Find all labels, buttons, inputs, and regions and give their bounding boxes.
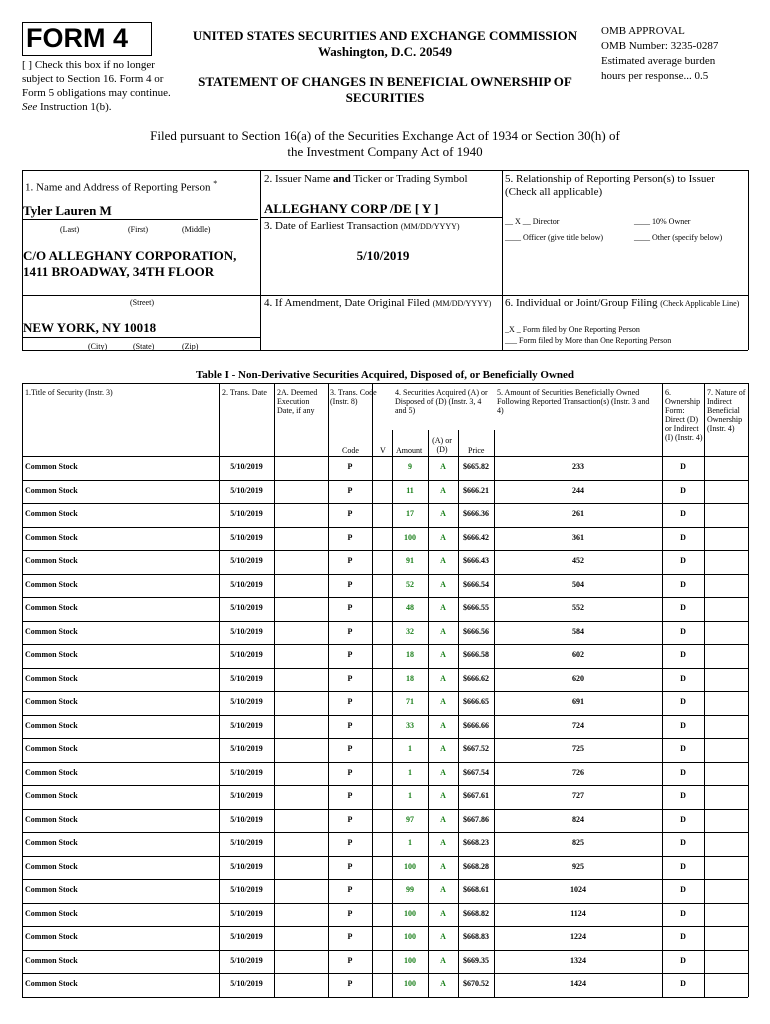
table-row-line — [22, 644, 748, 645]
table-cell-code: P — [347, 650, 353, 659]
table-cell-code: P — [347, 885, 353, 894]
table-cell-date: 5/10/2019 — [230, 697, 263, 706]
table-cell-code: P — [347, 955, 353, 965]
table-cell-date: 5/10/2019 — [230, 650, 263, 659]
box6-label — [505, 297, 747, 310]
box2-label-post: Ticker or Trading Symbol — [350, 173, 468, 185]
box5-label: 5. Relationship of Reporting Person(s) to Issuer (Check all applicable) — [505, 173, 715, 198]
table-cell-title: Common Stock — [25, 814, 78, 824]
table-cell-form: D — [680, 955, 686, 965]
table-cell-amount: 100 — [404, 932, 416, 941]
table-cell-owned: 725 — [572, 744, 584, 753]
box4-label — [264, 297, 502, 310]
issuer-name: ALLEGHANY CORP /DE [ Y ] — [264, 201, 439, 216]
first-label: (First) — [128, 225, 148, 234]
table-row-line — [22, 856, 748, 857]
check-box-text: [ ] Check this box if no longer subject to Section 16. Form 4 or Form 5 obligations may continue. — [22, 59, 171, 99]
grid-line-col2 — [260, 170, 261, 350]
box2-label-pre: 2. Issuer Name — [264, 173, 334, 185]
table-cell-date: 5/10/2019 — [230, 838, 263, 847]
state-label: (State) — [133, 342, 155, 351]
sub-ad-header: (A) or (D) — [432, 436, 452, 454]
table-cell-date: 5/10/2019 — [230, 767, 263, 777]
table-cell-owned: 452 — [572, 556, 584, 565]
table-cell-form: D — [680, 626, 686, 636]
table-cell-title: Common Stock — [25, 861, 78, 871]
sub-price-header: Price — [468, 446, 485, 455]
table-cell-owned: 233 — [572, 462, 584, 471]
city-underline — [22, 337, 260, 338]
table-row-line — [22, 550, 748, 551]
table-cell-title: Common Stock — [25, 697, 78, 706]
table-cell-amount: 97 — [406, 814, 414, 824]
last-label: (Last) — [60, 225, 80, 234]
box2-label-and: and — [333, 173, 351, 185]
table-cell-ad: A — [440, 838, 446, 847]
table-cell-code: P — [347, 720, 353, 730]
table-cell-ad: A — [440, 861, 446, 871]
table-cell-code: P — [347, 603, 353, 612]
filed-by-more-option[interactable]: ___ Form filed by More than One Reporting Person — [505, 336, 672, 345]
box1-label — [25, 177, 255, 195]
table-cell-ad: A — [440, 955, 446, 965]
table-cell-title: Common Stock — [25, 673, 78, 683]
table-cell-code: P — [347, 485, 353, 495]
table-cell-date: 5/10/2019 — [230, 579, 263, 589]
agency-address: Washington, D.C. 20549 — [318, 44, 452, 59]
table-cell-owned: 602 — [572, 650, 584, 659]
table-cell-price: $668.83 — [463, 932, 489, 941]
table-cell-form: D — [680, 579, 686, 589]
table-cell-price: $666.36 — [463, 509, 489, 518]
table-cell-ad: A — [440, 579, 446, 589]
table-cell-owned: 1324 — [570, 955, 586, 965]
col-title-header: 1.Title of Security (Instr. 3) — [25, 388, 113, 397]
table-cell-form: D — [680, 861, 686, 871]
table-cell-amount: 9 — [408, 462, 412, 471]
table-cell-title: Common Stock — [25, 509, 78, 518]
table-row-line — [22, 973, 748, 974]
table-cell-form: D — [680, 885, 686, 894]
table-cell-date: 5/10/2019 — [230, 791, 263, 800]
table1-column-line — [662, 383, 663, 997]
sub-amount-header: Amount — [396, 446, 423, 455]
table-cell-owned: 620 — [572, 673, 584, 683]
table-cell-date: 5/10/2019 — [230, 509, 263, 518]
table-cell-ad: A — [440, 979, 446, 988]
table-cell-form: D — [680, 908, 686, 918]
table-cell-amount: 1 — [408, 767, 412, 777]
table-cell-title: Common Stock — [25, 744, 78, 753]
table-cell-amount: 11 — [406, 485, 414, 495]
table-row-line — [22, 832, 748, 833]
street-label: (Street) — [130, 298, 154, 307]
box6-label-small: (Check Applicable Line) — [660, 299, 740, 308]
table-cell-ad: A — [440, 532, 446, 542]
reporting-person-city: NEW YORK, NY 10018 — [23, 320, 157, 335]
table-cell-date: 5/10/2019 — [230, 955, 263, 965]
table-cell-date: 5/10/2019 — [230, 908, 263, 918]
table-cell-owned: 244 — [572, 485, 584, 495]
table-cell-price: $668.82 — [463, 908, 489, 918]
table-cell-amount: 100 — [404, 908, 416, 918]
table-cell-title: Common Stock — [25, 791, 78, 800]
table-cell-date: 5/10/2019 — [230, 673, 263, 683]
table-cell-owned: 1424 — [570, 979, 586, 988]
table-cell-form: D — [680, 979, 686, 988]
grid-line-box3-bottom — [260, 295, 748, 296]
table-cell-price: $666.56 — [463, 626, 489, 636]
table-cell-code: P — [347, 861, 353, 871]
table-cell-title: Common Stock — [25, 650, 78, 659]
table-cell-date: 5/10/2019 — [230, 861, 263, 871]
box3-label-text: 3. Date of Earliest Transaction — [264, 220, 399, 232]
table-cell-code: P — [347, 908, 353, 918]
table-cell-title: Common Stock — [25, 908, 78, 918]
table-cell-amount: 1 — [408, 744, 412, 753]
grid-line-top — [22, 170, 748, 171]
table-cell-price: $666.54 — [463, 579, 489, 589]
table-cell-form: D — [680, 838, 686, 847]
table-cell-title: Common Stock — [25, 767, 78, 777]
table-cell-form: D — [680, 509, 686, 518]
table-cell-ad: A — [440, 462, 446, 471]
table-cell-date: 5/10/2019 — [230, 603, 263, 612]
table-row-line — [22, 738, 748, 739]
agency-header — [170, 28, 600, 60]
table-row-line — [22, 926, 748, 927]
table-row-line — [22, 903, 748, 904]
table-row-line — [22, 668, 748, 669]
table-cell-ad: A — [440, 650, 446, 659]
table-cell-code: P — [347, 767, 353, 777]
table1-column-line — [704, 383, 705, 997]
reporting-person-name: Tyler Lauren M — [23, 203, 112, 218]
table1-header-bottom — [22, 456, 748, 457]
form-title: FORM 4 — [26, 23, 129, 53]
table-cell-code: P — [347, 579, 353, 589]
statement-title: STATEMENT OF CHANGES IN BENEFICIAL OWNERSHIP OF SECURITIES — [198, 74, 572, 105]
table-cell-amount: 100 — [404, 979, 416, 988]
col-securities-header: 4. Securities Acquired (A) or Disposed of (D) (Instr. 3, 4 and 5) — [395, 388, 488, 415]
table-cell-form: D — [680, 462, 686, 471]
table-cell-owned: 925 — [572, 861, 584, 871]
table-cell-date: 5/10/2019 — [230, 626, 263, 636]
table-cell-owned: 1124 — [570, 908, 586, 918]
table-row-line — [22, 809, 748, 810]
col-deemed-header: 2A. Deemed Execution Date, if any — [277, 388, 318, 415]
table1-top-line — [22, 383, 748, 384]
table-cell-price: $666.21 — [463, 485, 489, 495]
table-cell-price: $668.61 — [463, 885, 489, 894]
table-cell-price: $667.54 — [463, 767, 489, 777]
address-underline — [22, 295, 260, 296]
table-cell-ad: A — [440, 885, 446, 894]
table-cell-price: $666.65 — [463, 697, 489, 706]
table-cell-amount: 17 — [406, 509, 414, 518]
table-cell-date: 5/10/2019 — [230, 814, 263, 824]
city-label: (City) — [88, 342, 108, 351]
check-instruction: Instruction 1(b). — [37, 101, 112, 113]
table-cell-owned: 1224 — [570, 932, 586, 941]
table-cell-ad: A — [440, 603, 446, 612]
table-cell-ad: A — [440, 744, 446, 753]
table-cell-price: $665.82 — [463, 462, 489, 471]
table-cell-owned: 584 — [572, 626, 584, 636]
table-cell-ad: A — [440, 485, 446, 495]
table-cell-code: P — [347, 556, 353, 565]
box3-label-fmt: (MM/DD/YYYY) — [400, 222, 460, 231]
box4-label-text: 4. If Amendment, Date Original Filed — [264, 297, 430, 309]
table1-column-line — [328, 383, 329, 997]
table-cell-date: 5/10/2019 — [230, 485, 263, 495]
col-date-header: 2. Trans. Date — [222, 388, 267, 397]
table-row-line — [22, 503, 748, 504]
table-cell-amount: 100 — [404, 861, 416, 871]
table-row-line — [22, 879, 748, 880]
omb-title: OMB APPROVAL — [601, 25, 685, 37]
table-cell-owned: 361 — [572, 532, 584, 542]
table-cell-price: $666.58 — [463, 650, 489, 659]
table1-title: Table I - Non-Derivative Securities Acquired, Disposed of, or Beneficially Owned — [195, 369, 575, 381]
table-cell-title: Common Stock — [25, 932, 78, 941]
table-row-line — [22, 480, 748, 481]
table-cell-code: P — [347, 532, 353, 542]
table-cell-code: P — [347, 838, 353, 847]
table-cell-owned: 504 — [572, 579, 584, 589]
table-cell-owned: 1024 — [570, 885, 586, 894]
table-cell-amount: 33 — [406, 720, 414, 730]
table-cell-title: Common Stock — [25, 955, 78, 965]
filed-by-one-option[interactable]: _X _ Form filed by One Reporting Person — [505, 325, 640, 334]
earliest-transaction-date: 5/10/2019 — [356, 248, 410, 263]
table-cell-title: Common Stock — [25, 603, 78, 612]
box1-asterisk: * — [213, 179, 218, 188]
table-cell-form: D — [680, 720, 686, 730]
table-cell-date: 5/10/2019 — [230, 462, 263, 471]
other-checkbox[interactable]: ____ Other (specify below) — [634, 233, 723, 242]
table-cell-amount: 91 — [406, 556, 414, 565]
table-cell-title: Common Stock — [25, 626, 78, 636]
name-underline — [22, 219, 258, 220]
table-cell-form: D — [680, 791, 686, 800]
table-row-line — [22, 691, 748, 692]
grid-line-right — [748, 170, 749, 350]
table-cell-amount: 18 — [406, 673, 414, 683]
table-cell-owned: 724 — [572, 720, 584, 730]
table-cell-price: $666.62 — [463, 673, 489, 683]
table-cell-form: D — [680, 673, 686, 683]
table-cell-owned: 726 — [572, 767, 584, 777]
table-cell-owned: 824 — [572, 814, 584, 824]
table-cell-code: P — [347, 509, 353, 518]
table-cell-price: $667.61 — [463, 791, 489, 800]
table-cell-date: 5/10/2019 — [230, 885, 263, 894]
table-cell-code: P — [347, 932, 353, 941]
omb-approval — [601, 24, 761, 84]
table-cell-title: Common Stock — [25, 485, 78, 495]
table-cell-title: Common Stock — [25, 885, 78, 894]
grid-line-col3 — [502, 170, 503, 350]
table-cell-owned: 552 — [572, 603, 584, 612]
table-cell-ad: A — [440, 509, 446, 518]
table-cell-owned: 727 — [572, 791, 584, 800]
table-cell-date: 5/10/2019 — [230, 556, 263, 565]
table-cell-ad: A — [440, 814, 446, 824]
table-cell-amount: 99 — [406, 885, 414, 894]
table-cell-form: D — [680, 744, 686, 753]
sub-code-header: Code — [342, 446, 359, 455]
table-cell-title: Common Stock — [25, 579, 78, 589]
col-nature-header: 7. Nature of Indirect Beneficial Ownership (Instr. 4) — [707, 388, 746, 433]
reporting-person-address: C/O ALLEGHANY CORPORATION, 1411 BROADWAY, 34TH FLOOR — [23, 248, 237, 279]
col-code-header: 3. Trans. Code (Instr. 8) — [330, 388, 377, 406]
col-form-header: 6. Ownership Form: Direct (D) or Indirect (I) (Instr. 4) — [665, 388, 703, 442]
table-row-line — [22, 997, 748, 998]
table-cell-form: D — [680, 932, 686, 941]
ten-pct-owner-checkbox[interactable]: ____ 10% Owner — [634, 217, 691, 226]
table-cell-ad: A — [440, 908, 446, 918]
table-row-line — [22, 785, 748, 786]
table-row-line — [22, 527, 748, 528]
omb-number: OMB Number: 3235-0287 — [601, 40, 719, 52]
table-cell-form: D — [680, 650, 686, 659]
agency-name: UNITED STATES SECURITIES AND EXCHANGE COMMISSION — [192, 28, 578, 43]
table-cell-amount: 1 — [408, 791, 412, 800]
table-cell-code: P — [347, 814, 353, 824]
grid-line-info-bottom — [22, 350, 748, 351]
table-cell-price: $669.35 — [463, 955, 489, 965]
officer-checkbox[interactable]: ____ Officer (give title below) — [505, 233, 604, 242]
table-cell-code: P — [347, 791, 353, 800]
table-cell-form: D — [680, 603, 686, 612]
no-longer-subject-checkbox[interactable] — [22, 58, 172, 114]
table-cell-owned: 825 — [572, 838, 584, 847]
table-cell-amount: 1 — [408, 838, 412, 847]
table-cell-amount: 18 — [406, 650, 414, 659]
table-cell-owned: 261 — [572, 509, 584, 518]
table-cell-ad: A — [440, 791, 446, 800]
table-cell-title: Common Stock — [25, 720, 78, 730]
table-cell-date: 5/10/2019 — [230, 979, 263, 988]
table1-column-line — [22, 383, 23, 997]
table-cell-code: P — [347, 979, 353, 988]
table-cell-price: $668.28 — [463, 861, 489, 871]
box6-label-text: 6. Individual or Joint/Group Filing — [505, 297, 658, 309]
director-checkbox[interactable]: __ X __ Director — [505, 217, 560, 226]
table-cell-title: Common Stock — [25, 838, 78, 847]
table-cell-date: 5/10/2019 — [230, 532, 263, 542]
table-cell-ad: A — [440, 720, 446, 730]
middle-label: (Middle) — [182, 225, 211, 234]
table-cell-ad: A — [440, 673, 446, 683]
sub-v-header: V — [380, 446, 386, 455]
table-cell-date: 5/10/2019 — [230, 744, 263, 753]
table-cell-price: $667.52 — [463, 744, 489, 753]
table-cell-price: $666.66 — [463, 720, 489, 730]
table-row-line — [22, 950, 748, 951]
omb-burden: Estimated average burden — [601, 55, 716, 67]
table-cell-amount: 71 — [406, 697, 414, 706]
table-row-line — [22, 597, 748, 598]
table-cell-title: Common Stock — [25, 979, 78, 988]
table-cell-form: D — [680, 532, 686, 542]
check-see: See — [22, 101, 38, 113]
table-cell-ad: A — [440, 767, 446, 777]
table-cell-owned: 691 — [572, 697, 584, 706]
table-cell-ad: A — [440, 697, 446, 706]
table-cell-amount: 100 — [404, 955, 416, 965]
box1-label-text: 1. Name and Address of Reporting Person — [25, 181, 211, 194]
table-cell-form: D — [680, 556, 686, 565]
table-cell-code: P — [347, 744, 353, 753]
table-cell-amount: 48 — [406, 603, 414, 612]
table-cell-form: D — [680, 814, 686, 824]
table-cell-price: $666.42 — [463, 532, 489, 542]
table1-column-line — [748, 383, 749, 997]
table-cell-title: Common Stock — [25, 532, 78, 542]
table-cell-price: $666.55 — [463, 603, 489, 612]
table-cell-ad: A — [440, 556, 446, 565]
table-cell-code: P — [347, 697, 353, 706]
table-cell-code: P — [347, 673, 353, 683]
table-cell-price: $668.23 — [463, 838, 489, 847]
box2-label — [264, 173, 500, 186]
table-cell-price: $670.52 — [463, 979, 489, 988]
table-cell-form: D — [680, 485, 686, 495]
table-row-line — [22, 715, 748, 716]
table-cell-price: $666.43 — [463, 556, 489, 565]
omb-hours: hours per response... 0.5 — [601, 70, 709, 82]
box3-label — [264, 220, 500, 233]
table-cell-amount: 100 — [404, 532, 416, 542]
table-cell-price: $667.86 — [463, 814, 489, 824]
table-row-line — [22, 762, 748, 763]
table-cell-date: 5/10/2019 — [230, 932, 263, 941]
table-cell-ad: A — [440, 932, 446, 941]
table1-column-line — [372, 383, 373, 997]
table-cell-title: Common Stock — [25, 462, 78, 471]
table-row-line — [22, 574, 748, 575]
box4-label-fmt: (MM/DD/YYYY) — [432, 299, 492, 308]
table-row-line — [22, 621, 748, 622]
table-cell-form: D — [680, 697, 686, 706]
table-cell-code: P — [347, 462, 353, 471]
table-cell-title: Common Stock — [25, 556, 78, 565]
filed-pursuant: Filed pursuant to Section 16(a) of the Securities Exchange Act of 1934 or Section 30(h) of the Investment Company Act of 1940 — [150, 128, 620, 159]
grid-line-box2-bottom — [260, 217, 502, 218]
table-cell-ad: A — [440, 626, 446, 636]
col-owned-header: 5. Amount of Securities Beneficially Owned Following Reported Transaction(s) (Instr. 3 and 4) — [497, 388, 650, 415]
table-cell-form: D — [680, 767, 686, 777]
table-cell-date: 5/10/2019 — [230, 720, 263, 730]
table-cell-amount: 32 — [406, 626, 414, 636]
table-cell-code: P — [347, 626, 353, 636]
table-cell-amount: 52 — [406, 579, 414, 589]
table1-column-line — [219, 383, 220, 997]
table1-column-line — [274, 383, 275, 997]
zip-label: (Zip) — [182, 342, 199, 351]
